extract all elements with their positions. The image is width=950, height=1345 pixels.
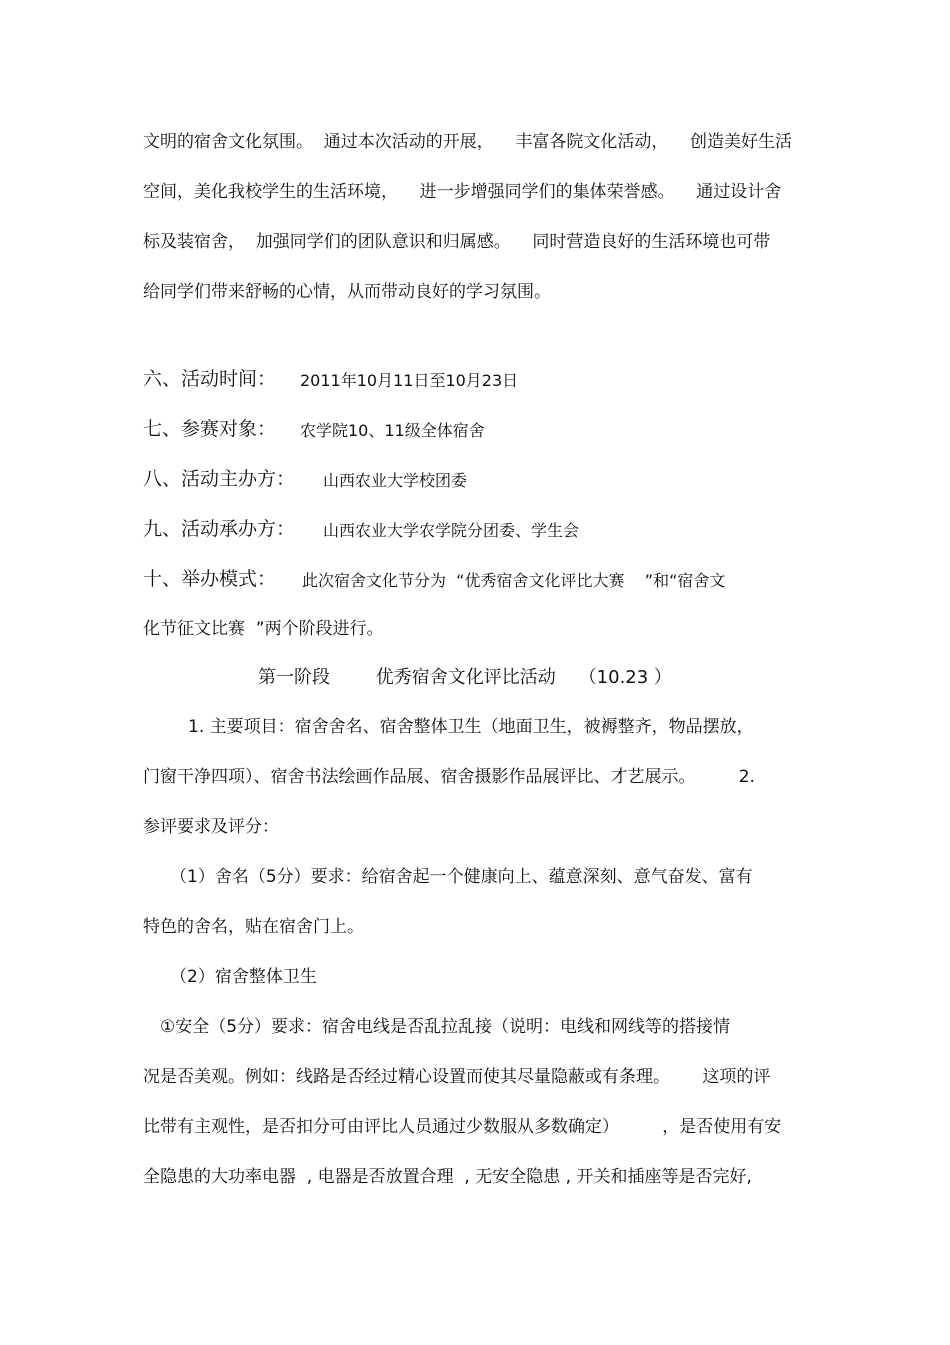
section-10-heading: 十、举办模式： <box>143 568 277 590</box>
intro-line-3: 标及装宿舍， 加强同学们的团队意识和归属感。 同时营造良好的生活环境也可带 <box>143 232 771 252</box>
section-8-heading: 八、活动主办方： <box>143 468 296 490</box>
section-10-value: 此次宿舍文化节分为 “优秀宿舍文化评比大赛 ”和“宿舍文 <box>302 571 726 590</box>
section-7-value: 农学院10、11级全体宿舍 <box>300 421 485 440</box>
section-10-continuation: 化节征文比赛 ”两个阶段进行。 <box>143 619 384 639</box>
body-line-3: 参评要求及评分： <box>143 817 279 837</box>
section-7-heading: 七、参赛对象： <box>143 418 277 440</box>
body-line-8: 况是否美观。例如：线路是否经过精心设置而使其尽量隐蔽或有条理。 这项的评 <box>143 1067 771 1087</box>
section-9-value: 山西农业大学农学院分团委、学生会 <box>323 521 580 540</box>
body-line-1: 1. 主要项目：宿舍舍名、宿舍整体卫生（地面卫生，被褥整齐，物品摆放， <box>188 717 754 737</box>
body-line-2: 门窗干净四项）、宿舍书法绘画作品展、宿舍摄影作品展评比、才艺展示。 2. <box>143 767 755 787</box>
body-line-9: 比带有主观性，是否扣分可由评比人员通过少数服从多数确定） ，是否使用有安 <box>143 1117 782 1137</box>
body-line-10: 全隐患的大功率电器 , 电器是否放置合理 , 无安全隐患 , 开关和插座等是否完好, <box>143 1167 752 1187</box>
body-line-7: ①安全（5分）要求：宿舍电线是否乱拉乱接（说明：电线和网线等的搭接情 <box>160 1017 731 1037</box>
section-6-heading: 六、活动时间： <box>143 368 277 390</box>
intro-line-4: 给同学们带来舒畅的心情，从而带动良好的学习氛围。 <box>143 282 551 302</box>
stage-title: 第一阶段 优秀宿舍文化评比活动 （10.23 ） <box>258 667 672 688</box>
body-line-5: 特色的舍名，贴在宿舍门上。 <box>143 917 364 937</box>
intro-line-1: 文明的宿舍文化氛围。 通过本次活动的开展， 丰富各院文化活动， 创造美好生活 <box>143 132 793 152</box>
section-9-heading: 九、活动承办方： <box>143 518 296 540</box>
body-line-4: （1）舍名（5分）要求：给宿舍起一个健康向上、蕴意深刻、意气奋发、富有 <box>170 867 753 887</box>
body-line-6: （2）宿舍整体卫生 <box>170 967 317 987</box>
intro-line-2: 空间，美化我校学生的生活环境， 进一步增强同学们的集体荣誉感。 通过设计舍 <box>143 182 782 202</box>
section-6-value: 2011年10月11日至10月23日 <box>300 371 519 390</box>
section-8-value: 山西农业大学校团委 <box>323 471 468 490</box>
